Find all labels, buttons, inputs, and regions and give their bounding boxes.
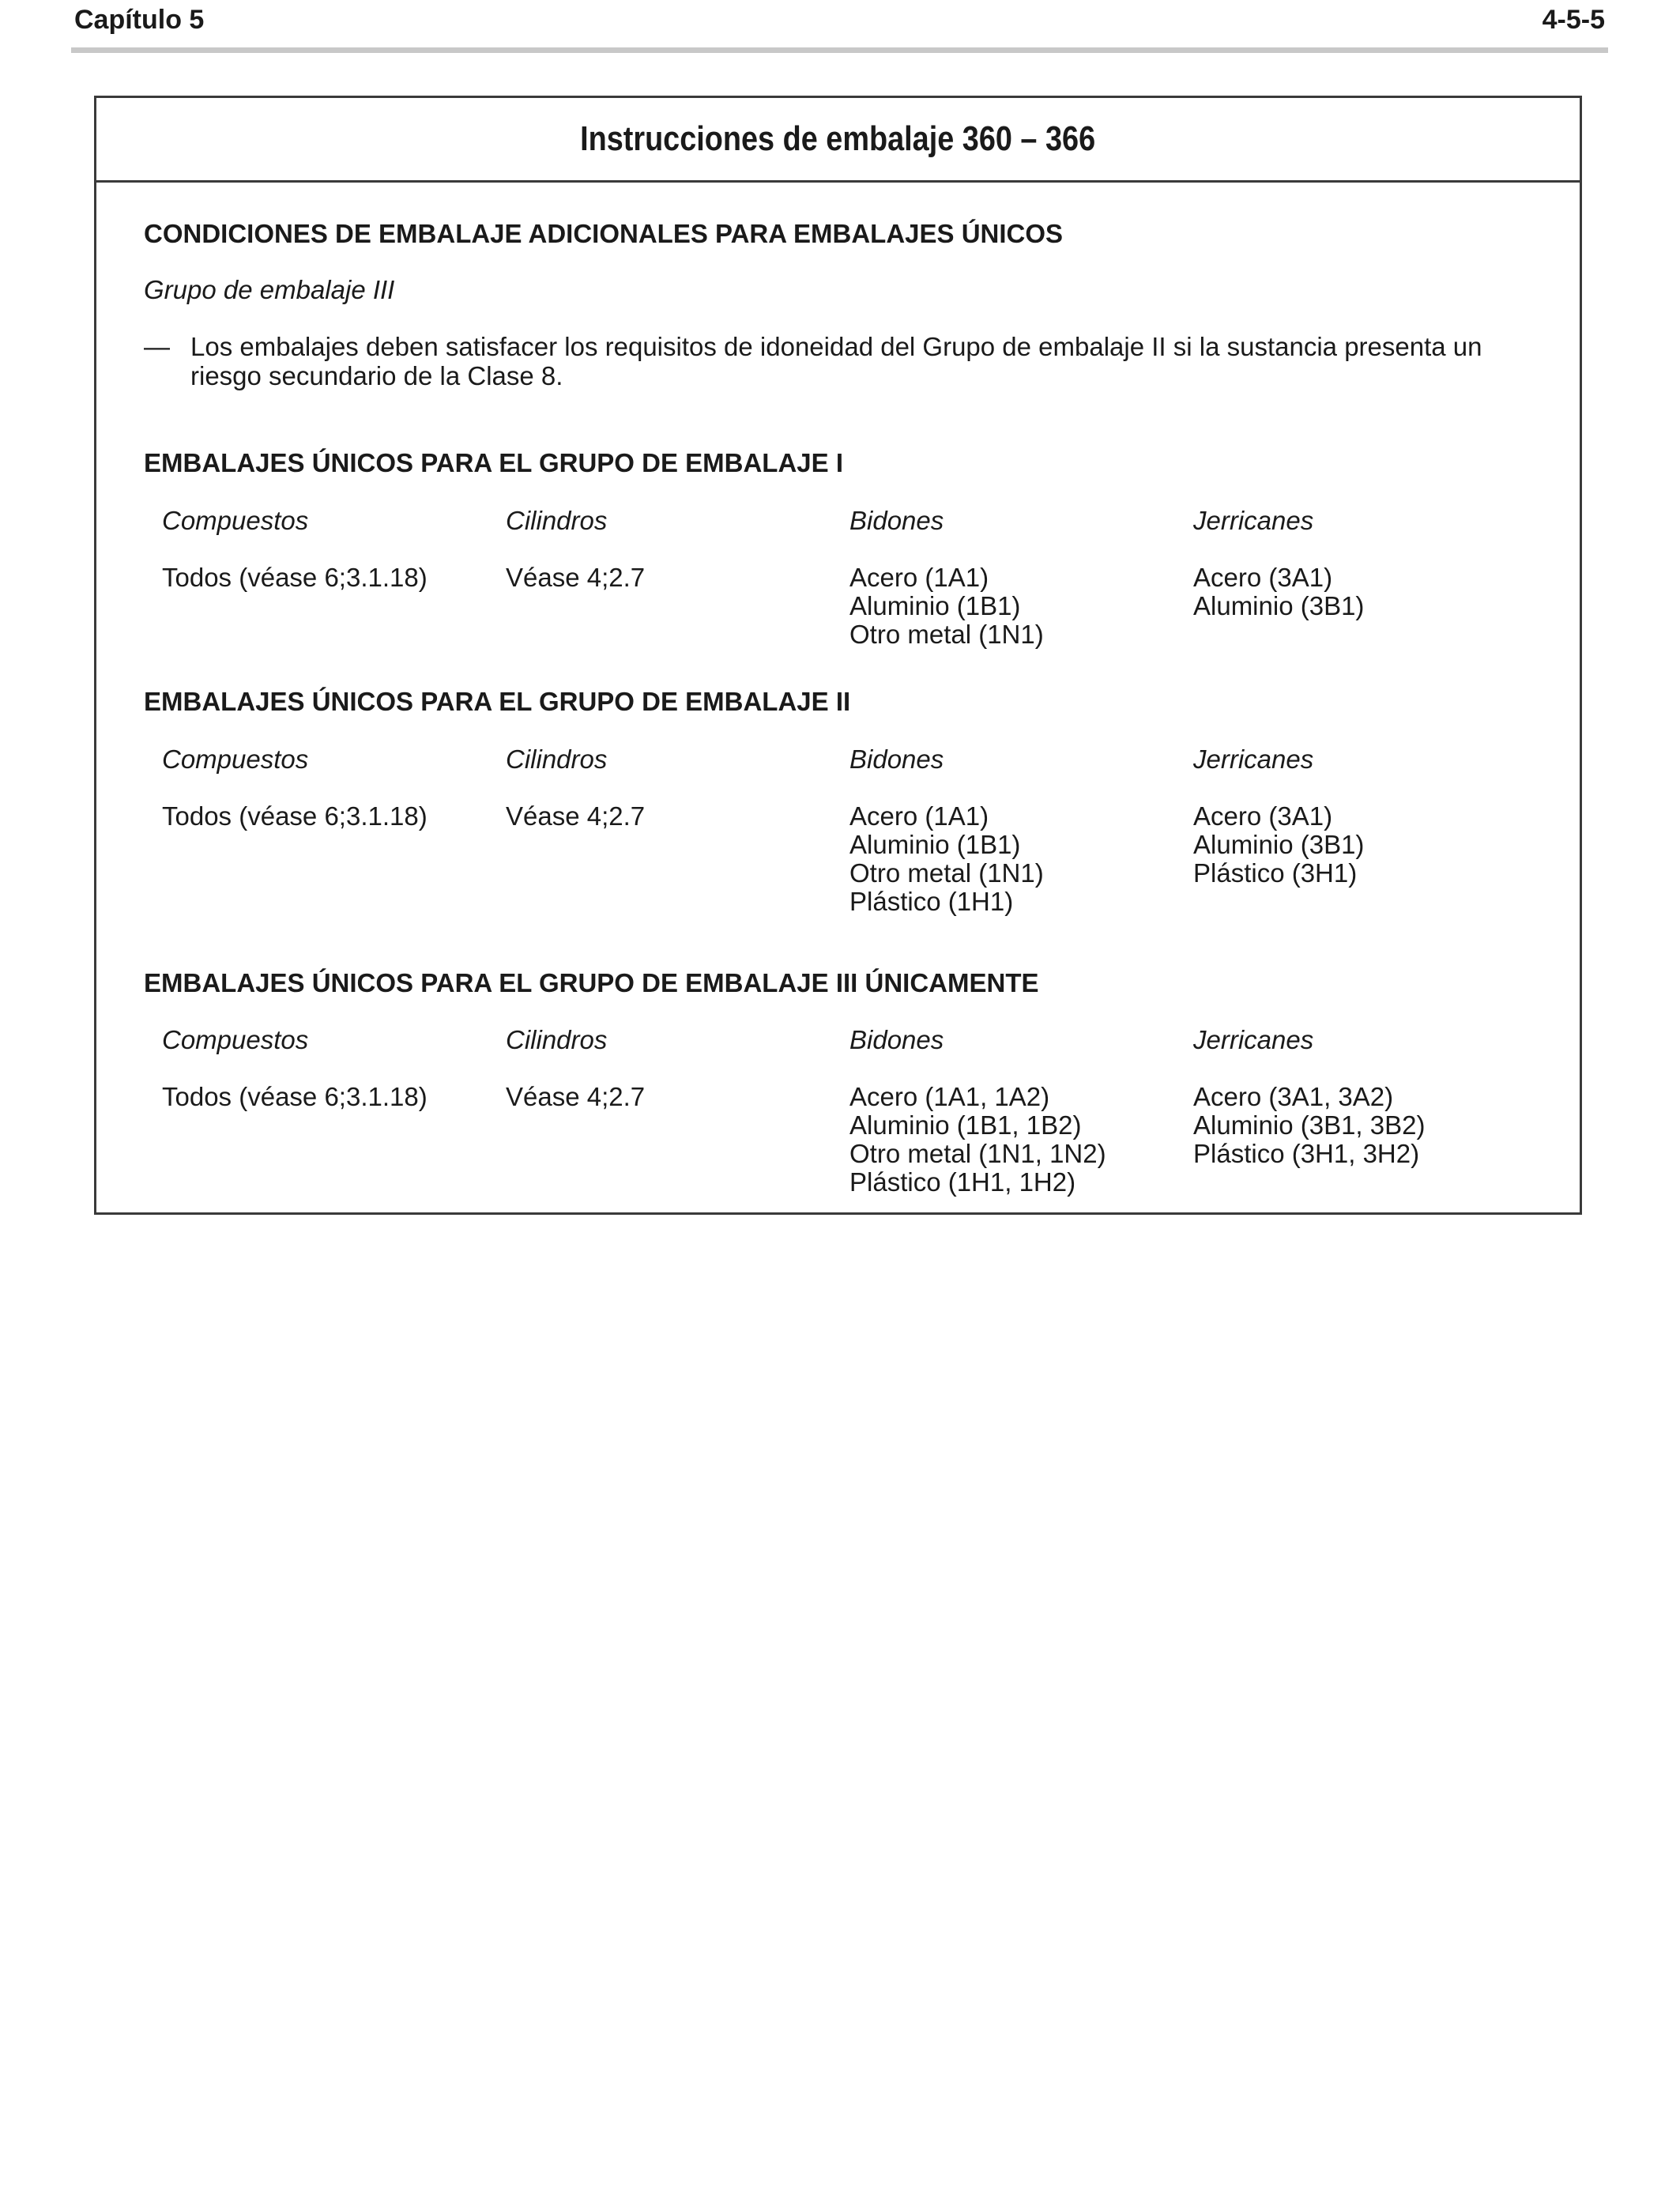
conditions-heading: CONDICIONES DE EMBALAJE ADICIONALES PARA EMBALAJES ÚNICOS xyxy=(144,219,1064,248)
column-compuestos xyxy=(162,506,428,592)
column-values xyxy=(849,802,1044,916)
column-header: Jerricanes xyxy=(1193,745,1314,774)
cell-value: Acero (1A1) xyxy=(849,801,989,831)
column-values xyxy=(506,1083,645,1111)
conditions-group: Grupo de embalaje III xyxy=(144,275,395,304)
cell-value: Aluminio (1B1, 1B2) xyxy=(849,1110,1082,1140)
column-jerricanes xyxy=(1193,506,1365,620)
column-values xyxy=(162,1083,428,1111)
cell-value: Todos (véase 6;3.1.18) xyxy=(162,563,428,592)
column-header: Bidones xyxy=(849,745,944,774)
cell-value: Aluminio (3B1, 3B2) xyxy=(1193,1110,1426,1140)
chapter-label: Capítulo 5 xyxy=(74,5,205,35)
box-title: Instrucciones de embalaje 360 – 366 xyxy=(580,119,1096,158)
section-heading-group-iii: EMBALAJES ÚNICOS PARA EL GRUPO DE EMBALAJE III ÚNICAMENTE xyxy=(144,968,1039,997)
cell-value: Aluminio (3B1) xyxy=(1193,830,1365,859)
column-header: Jerricanes xyxy=(1193,506,1314,535)
cell-value: Otro metal (1N1) xyxy=(849,858,1044,888)
section-heading-group-i: EMBALAJES ÚNICOS PARA EL GRUPO DE EMBALAJE I xyxy=(144,448,843,477)
cell-value: Aluminio (3B1) xyxy=(1193,591,1365,620)
column-values xyxy=(506,564,645,592)
cell-value: Plástico (3H1, 3H2) xyxy=(1193,1139,1420,1168)
column-values xyxy=(162,564,428,592)
cell-value: Acero (3A1, 3A2) xyxy=(1193,1082,1394,1111)
column-header: Cilindros xyxy=(506,506,608,535)
column-header: Bidones xyxy=(849,506,944,535)
cell-value: Otro metal (1N1) xyxy=(849,620,1044,649)
cell-value: Plástico (3H1) xyxy=(1193,858,1358,888)
cell-value: Todos (véase 6;3.1.18) xyxy=(162,1082,428,1111)
cell-value: Plástico (1H1) xyxy=(849,887,1014,916)
cell-value: Plástico (1H1, 1H2) xyxy=(849,1167,1076,1197)
column-bidones xyxy=(849,506,1044,649)
cell-value: Véase 4;2.7 xyxy=(506,801,646,831)
column-header: Compuestos xyxy=(162,506,309,535)
cell-value: Acero (3A1) xyxy=(1193,801,1333,831)
column-cilindros xyxy=(506,745,646,831)
section-heading-group-ii: EMBALAJES ÚNICOS PARA EL GRUPO DE EMBALAJE II xyxy=(144,687,851,716)
dash-mark: — xyxy=(144,332,170,361)
column-cilindros xyxy=(506,1025,646,1111)
cell-value: Aluminio (1B1) xyxy=(849,830,1021,859)
conditions-item-text: Los embalajes deben satisfacer los requisitos de idoneidad del Grupo de embalaje II si la sustancia presenta un riesgo secundario de la Clase 8. xyxy=(190,332,1482,390)
column-values xyxy=(506,802,645,831)
column-values xyxy=(849,1083,1106,1197)
packing-instruction-box xyxy=(94,96,1582,1215)
column-values xyxy=(849,564,1044,649)
header-rule xyxy=(71,47,1608,53)
column-values xyxy=(162,802,428,831)
column-cilindros xyxy=(506,506,646,592)
cell-value: Acero (3A1) xyxy=(1193,563,1333,592)
column-header: Bidones xyxy=(849,1025,944,1054)
page-number: 4-5-5 xyxy=(1542,5,1605,35)
column-bidones xyxy=(849,745,1044,916)
column-header: Jerricanes xyxy=(1193,1025,1314,1054)
cell-value: Otro metal (1N1, 1N2) xyxy=(849,1139,1106,1168)
cell-value: Aluminio (1B1) xyxy=(849,591,1021,620)
column-jerricanes xyxy=(1193,745,1365,888)
cell-value: Véase 4;2.7 xyxy=(506,563,646,592)
cell-value: Acero (1A1) xyxy=(849,563,989,592)
cell-value: Todos (véase 6;3.1.18) xyxy=(162,801,428,831)
column-bidones xyxy=(849,1025,1106,1197)
column-jerricanes xyxy=(1193,1025,1426,1168)
column-compuestos xyxy=(162,1025,428,1111)
column-compuestos xyxy=(162,745,428,831)
column-values xyxy=(1193,1083,1425,1168)
box-title-row xyxy=(96,98,1580,183)
column-header: Compuestos xyxy=(162,745,309,774)
page-header xyxy=(71,0,1608,57)
cell-value: Acero (1A1, 1A2) xyxy=(849,1082,1050,1111)
cell-value: Véase 4;2.7 xyxy=(506,1082,646,1111)
column-header: Compuestos xyxy=(162,1025,309,1054)
column-values xyxy=(1193,564,1364,620)
column-values xyxy=(1193,802,1364,888)
column-header: Cilindros xyxy=(506,745,608,774)
column-header: Cilindros xyxy=(506,1025,608,1054)
